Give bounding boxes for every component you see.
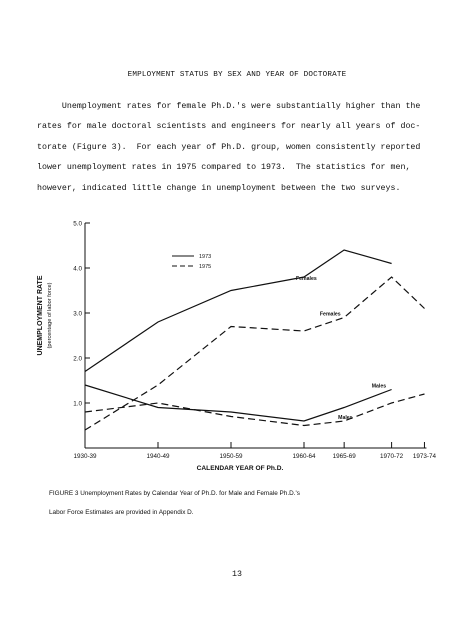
x-tick-label: 1970-72 [380,453,404,460]
series-annotation: Males [338,415,353,421]
series-annotation: Males [371,383,387,390]
x-tick-label: 1950-59 [219,453,243,460]
paragraph-line: rates for male doctoral scientists and engineers for nearly all years of doc- [37,122,421,132]
paragraph-line: lower unemployment rates in 1975 compared to 1973. The statistics for men, [37,163,411,173]
x-tick-label: 1973-74 [412,453,437,460]
section-heading: EMPLOYMENT STATUS BY SEX AND YEAR OF DOCTORATE [127,71,347,79]
y-axis-label: UNEMPLOYMENT RATE [37,275,44,356]
series-annotation: Females [296,276,317,282]
unemployment-line-chart [0,208,474,478]
series-annotation: Females [319,311,341,318]
y-axis-sublabel: (percentage of labor force) [47,282,53,349]
x-tick-label: 1930-39 [73,453,97,460]
y-tick-label: 3.0 [73,310,82,318]
x-tick-label: 1940-49 [146,453,170,460]
x-tick-label: 1965-69 [332,453,356,460]
page-number: 13 [232,570,242,579]
legend-label: 1973 [199,254,212,260]
paragraph-line: Unemployment rates for female Ph.D.'s were substantially higher than the [37,102,421,111]
y-tick-label: 2.0 [73,355,82,363]
y-tick-label: 1.0 [73,400,82,408]
y-tick-label: 4.0 [73,265,82,273]
x-tick-label: 1960-64 [292,453,316,460]
paragraph-line: torate (Figure 3). For each year of Ph.D. group, women consistently reported [37,142,421,152]
body-paragraph [37,97,447,199]
figure-caption [49,490,449,528]
series-line-females-1973 [85,250,392,372]
legend-label: 1975 [199,264,212,270]
caption-line: Labor Force Estimates are provided in Appendix D. [49,509,194,516]
series-line-females-1975 [85,277,425,430]
y-tick-label: 5.0 [73,220,82,228]
x-axis-label: CALENDAR YEAR OF Ph.D. [196,465,284,472]
caption-line: FIGURE 3 Unemployment Rates by Calendar Year of Ph.D. for Male and Female Ph.D.'s [49,490,300,497]
paragraph-line: however, indicated little change in unemployment between the two surveys. [37,183,401,193]
